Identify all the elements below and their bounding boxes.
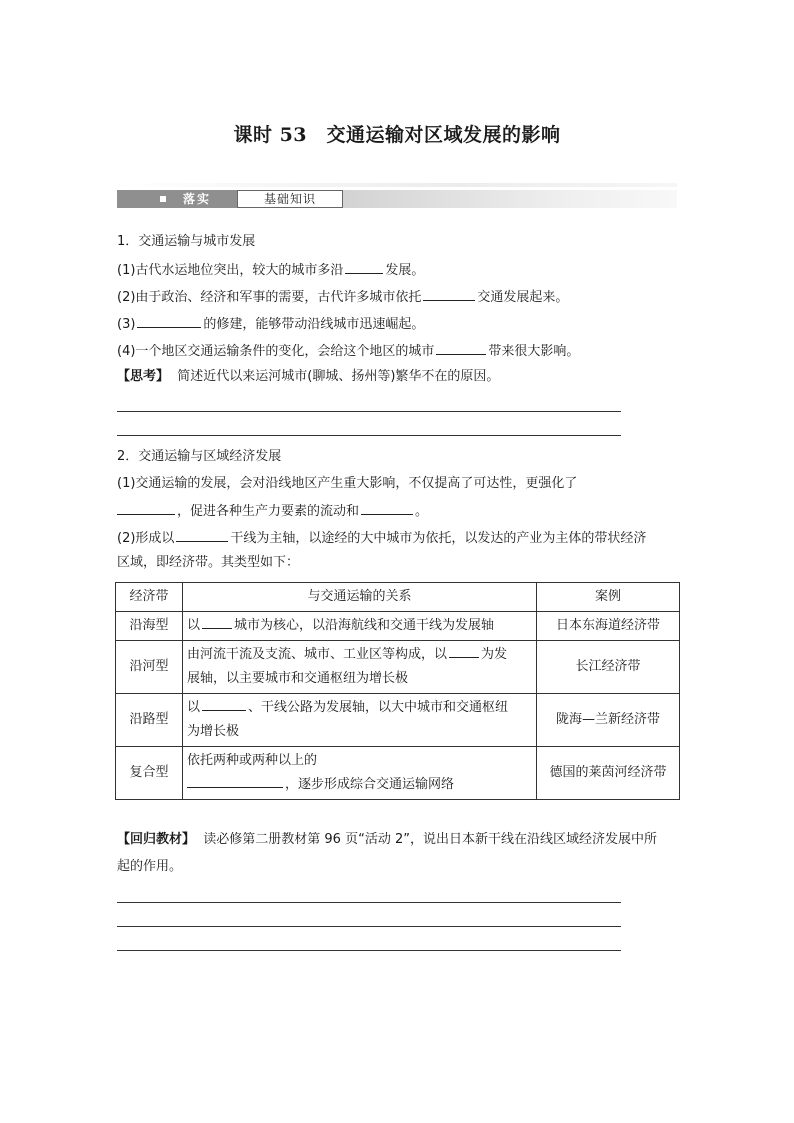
relation-text: 为发 xyxy=(481,647,508,662)
review-label: 【回归教材】 xyxy=(117,832,196,847)
relation-text: 城市为核心，以沿海航线和交通干线为发展轴 xyxy=(234,618,495,633)
relation-text: 展轴，以主要城市和交通枢纽为增长极 xyxy=(187,671,409,686)
answer-line[interactable] xyxy=(117,435,621,436)
banner-tag xyxy=(117,190,237,208)
s1-q1-text-b: 发展。 xyxy=(385,263,425,278)
s2-para-2-line-2: 区域，即经济带。其类型如下： xyxy=(117,555,300,570)
s1-question-3 xyxy=(117,313,424,335)
table-header: 经济带 xyxy=(116,583,183,612)
belt-type: 沿河型 xyxy=(116,641,183,694)
fill-blank[interactable] xyxy=(117,500,175,515)
section2-heading: 2．交通运输与区域经济发展 xyxy=(117,449,282,464)
s2-p1-text-c: 。 xyxy=(415,504,429,519)
s2-p2-text-a: (2)形成以 xyxy=(117,531,175,546)
s1-q1-text-a: (1)古代水运地位突出，较大的城市多沿 xyxy=(117,263,344,278)
belt-type: 复合型 xyxy=(116,747,183,800)
s1-question-1 xyxy=(117,259,424,281)
belt-relation xyxy=(183,747,537,800)
banner-top-strip xyxy=(117,183,677,187)
table-row xyxy=(116,612,680,641)
fill-blank[interactable] xyxy=(423,286,475,301)
table-header-row xyxy=(116,583,680,612)
relation-text: ，逐步形成综合交通运输网络 xyxy=(285,777,455,792)
relation-text: 以 xyxy=(187,618,201,633)
answer-line[interactable] xyxy=(117,926,621,927)
review-text: 读必修第二册教材第 96 页“活动 2”，说出日本新干线在沿线区域经济发展中所 xyxy=(203,832,657,847)
s2-para-1-line-2 xyxy=(117,500,428,522)
answer-line[interactable] xyxy=(117,902,621,903)
table-header: 与交通运输的关系 xyxy=(183,583,537,612)
belt-relation xyxy=(183,694,537,747)
fill-blank[interactable] xyxy=(202,614,232,629)
belt-relation xyxy=(183,612,537,641)
s1-q4-text-b: 带来很大影响。 xyxy=(488,344,580,359)
fill-blank[interactable] xyxy=(187,773,283,788)
fill-blank[interactable] xyxy=(202,696,246,711)
s2-para-1-line-1: (1)交通运输的发展，会对沿线地区产生重大影响，不仅提高了可达性，更强化了 xyxy=(117,476,578,491)
s2-para-2-line-1 xyxy=(117,527,646,549)
banner-label: 基础知识 xyxy=(237,190,343,208)
table-header: 案例 xyxy=(537,583,680,612)
s1-think xyxy=(117,367,499,387)
page-title: 课时 53 交通运输对区域发展的影响 xyxy=(233,124,561,146)
think-text: 简述近代以来运河城市(聊城、扬州等)繁华不在的原因。 xyxy=(177,369,500,384)
relation-text: 、干线公路为发展轴，以大中城市和交通枢纽 xyxy=(248,700,509,715)
s1-q3-text-b: 的修建，能够带动沿线城市迅速崛起。 xyxy=(203,317,425,332)
table-row xyxy=(116,641,680,694)
belt-relation xyxy=(183,641,537,694)
review-line-1 xyxy=(117,830,657,850)
economic-belt-table xyxy=(115,582,680,800)
relation-text: 为增长极 xyxy=(187,724,240,739)
answer-line[interactable] xyxy=(117,411,621,412)
relation-text: 由河流干流及支流、城市、工业区等构成，以 xyxy=(187,647,448,662)
review-line-2: 起的作用。 xyxy=(117,859,183,874)
think-label: 【思考】 xyxy=(117,369,170,384)
table-row xyxy=(116,694,680,747)
square-bullet-icon xyxy=(160,196,166,202)
banner-tag-label: 落实 xyxy=(183,192,212,206)
s2-p1-text-b: ，促进各种生产力要素的流动和 xyxy=(177,504,360,519)
section1-heading: 1．交通运输与城市发展 xyxy=(117,234,256,249)
belt-case: 日本东海道经济带 xyxy=(537,612,680,641)
belt-case: 德国的莱茵河经济带 xyxy=(537,747,680,800)
belt-type: 沿海型 xyxy=(116,612,183,641)
s1-q2-text-b: 交通发展起来。 xyxy=(477,290,569,305)
s1-q4-text-a: (4)一个地区交通运输条件的变化，会给这个地区的城市 xyxy=(117,344,435,359)
fill-blank[interactable] xyxy=(137,313,201,328)
table-row xyxy=(116,747,680,800)
fill-blank[interactable] xyxy=(436,340,486,355)
fill-blank[interactable] xyxy=(345,259,383,274)
s1-question-2 xyxy=(117,286,568,308)
fill-blank[interactable] xyxy=(449,643,479,658)
s1-q3-text-a: (3) xyxy=(117,317,136,332)
fill-blank[interactable] xyxy=(176,527,228,542)
s1-q2-text-a: (2)由于政治、经济和军事的需要，古代许多城市依托 xyxy=(117,290,422,305)
belt-case: 陇海—兰新经济带 xyxy=(537,694,680,747)
s1-question-4 xyxy=(117,340,579,362)
relation-text: 依托两种或两种以上的 xyxy=(187,753,318,768)
belt-type: 沿路型 xyxy=(116,694,183,747)
s2-p2-text-b: 干线为主轴，以途经的大中城市为依托，以发达的产业为主体的带状经济 xyxy=(230,531,647,546)
relation-text: 以 xyxy=(187,700,201,715)
answer-line[interactable] xyxy=(117,950,621,951)
belt-case: 长江经济带 xyxy=(537,641,680,694)
fill-blank[interactable] xyxy=(361,500,413,515)
